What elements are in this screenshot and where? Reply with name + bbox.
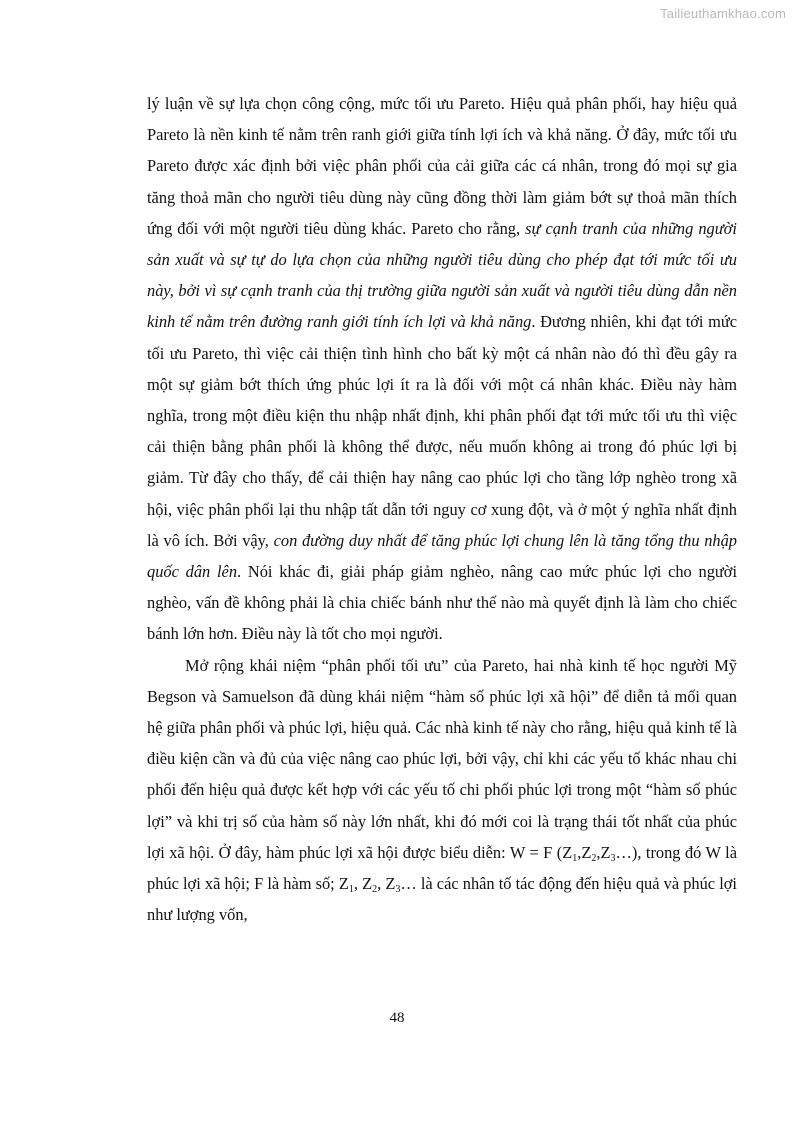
italic-run: sự cạnh tranh của những người sản xuất và sự tự do lựa chọn của những người tiêu dùng cho phép đạt tới mức tối ưu này, bởi vì sự cạnh tranh của thị trường giữa người sản xuất và người tiêu dùng dẫn nền kinh tế nằm trên đường ranh giới tính ích lợi và khả năng — [147, 218, 737, 332]
text-run: . Đương nhiên, khi đạt tới mức tối ưu Pareto, thì việc cải thiện tình hình cho bất kỳ một cá nhân nào đó thì đều gây ra một sự giảm bớt thích ứng phúc lợi ít ra là đối với một cá nhân khác. Điều này hàm nghĩa, trong một điều kiện thu nhập nhất định, khi phân phối đạt tới mức tối ưu thì việc cải thiện bằng phân phối là không thể được, nếu muốn không ai trong đó phúc lợi bị giảm. Từ đây cho thấy, để cải thiện hay nâng cao phúc lợi cho tầng lớp nghèo trong xã hội, việc phân phối lại thu nhập tất dẫn tới nguy cơ xung đột, và ở một ý nghĩa nhất định là vô ích. Bởi vậy, — [147, 312, 737, 550]
paragraph-1 — [147, 88, 737, 650]
page-number: 48 — [389, 1010, 405, 1026]
subscript: 1 — [572, 852, 578, 864]
text-run: , Z — [377, 874, 396, 894]
text-run: … là các nhân tố tác động đến hiệu quả và phúc lợi như lượng vốn, — [147, 874, 737, 925]
subscript: 3 — [610, 852, 616, 864]
paragraph-2 — [147, 650, 737, 931]
subscript: 2 — [372, 884, 378, 896]
text-run: lý luận về sự lựa chọn công cộng, mức tối ưu Pareto. Hiệu quả phân phối, hay hiệu quả Pareto là nền kinh tế nằm trên ranh giới giữa tính lợi ích và khả năng. Ở đây, mức tối ưu Pareto được xác định bởi việc phân phối của cải giữa các cá nhân, trong đó mọi sự gia tăng thoả mãn cho người tiêu dùng này cũng đồng thời làm giảm bớt sự thoả mãn thích ứng đối với một người tiêu dùng khác. Pareto cho rằng, — [147, 94, 737, 238]
text-run: . Nói khác đi, giải pháp giảm nghèo, nâng cao mức phúc lợi cho người nghèo, vấn đề không phải là chia chiếc bánh như thế nào mà quyết định là làm cho chiếc bánh lớn hơn. Điều này là tốt cho mọi người. — [147, 562, 738, 644]
text-run: ,Z — [577, 842, 592, 862]
text-run: , Z — [353, 874, 373, 894]
watermark-text: Tailieuthamkhao.com — [660, 6, 786, 21]
subscript: 2 — [591, 852, 597, 864]
subscript: 3 — [395, 884, 401, 896]
text-run: ,Z — [596, 842, 611, 862]
text-run: Mở rộng khái niệm “phân phối tối ưu” của Pareto, hai nhà kinh tế học người Mỹ Begson và Samuelson đã dùng khái niệm “hàm số phúc lợi xã hội” để diễn tả mối quan hệ giữa phân phối và phúc lợi, hiệu quả. Các nhà kinh tế này cho rằng, hiệu quả kinh tế là điều kiện cần và đủ của việc nâng cao phúc lợi, bởi vậy, chỉ khi các yếu tố khác nhau chi phối đến hiệu quả được kết hợp với các yếu tố chi phối phúc lợi trong một “hàm số phúc lợi” và khi trị số của hàm số này lớn nhất, khi đó mới coi là trạng thái tốt nhất của phúc lợi xã hội. Ở đây, hàm phúc lợi xã hội được biểu diễn: W = F (Z — [147, 655, 737, 862]
document-body — [147, 88, 737, 930]
text-run: …), trong đó W là phúc lợi xã hội; F là hàm số; Z — [147, 842, 737, 894]
italic-run: con đường duy nhất để tăng phúc lợi chung lên là tăng tổng thu nhập quốc dân lên — [147, 530, 737, 582]
subscript: 1 — [348, 884, 354, 896]
